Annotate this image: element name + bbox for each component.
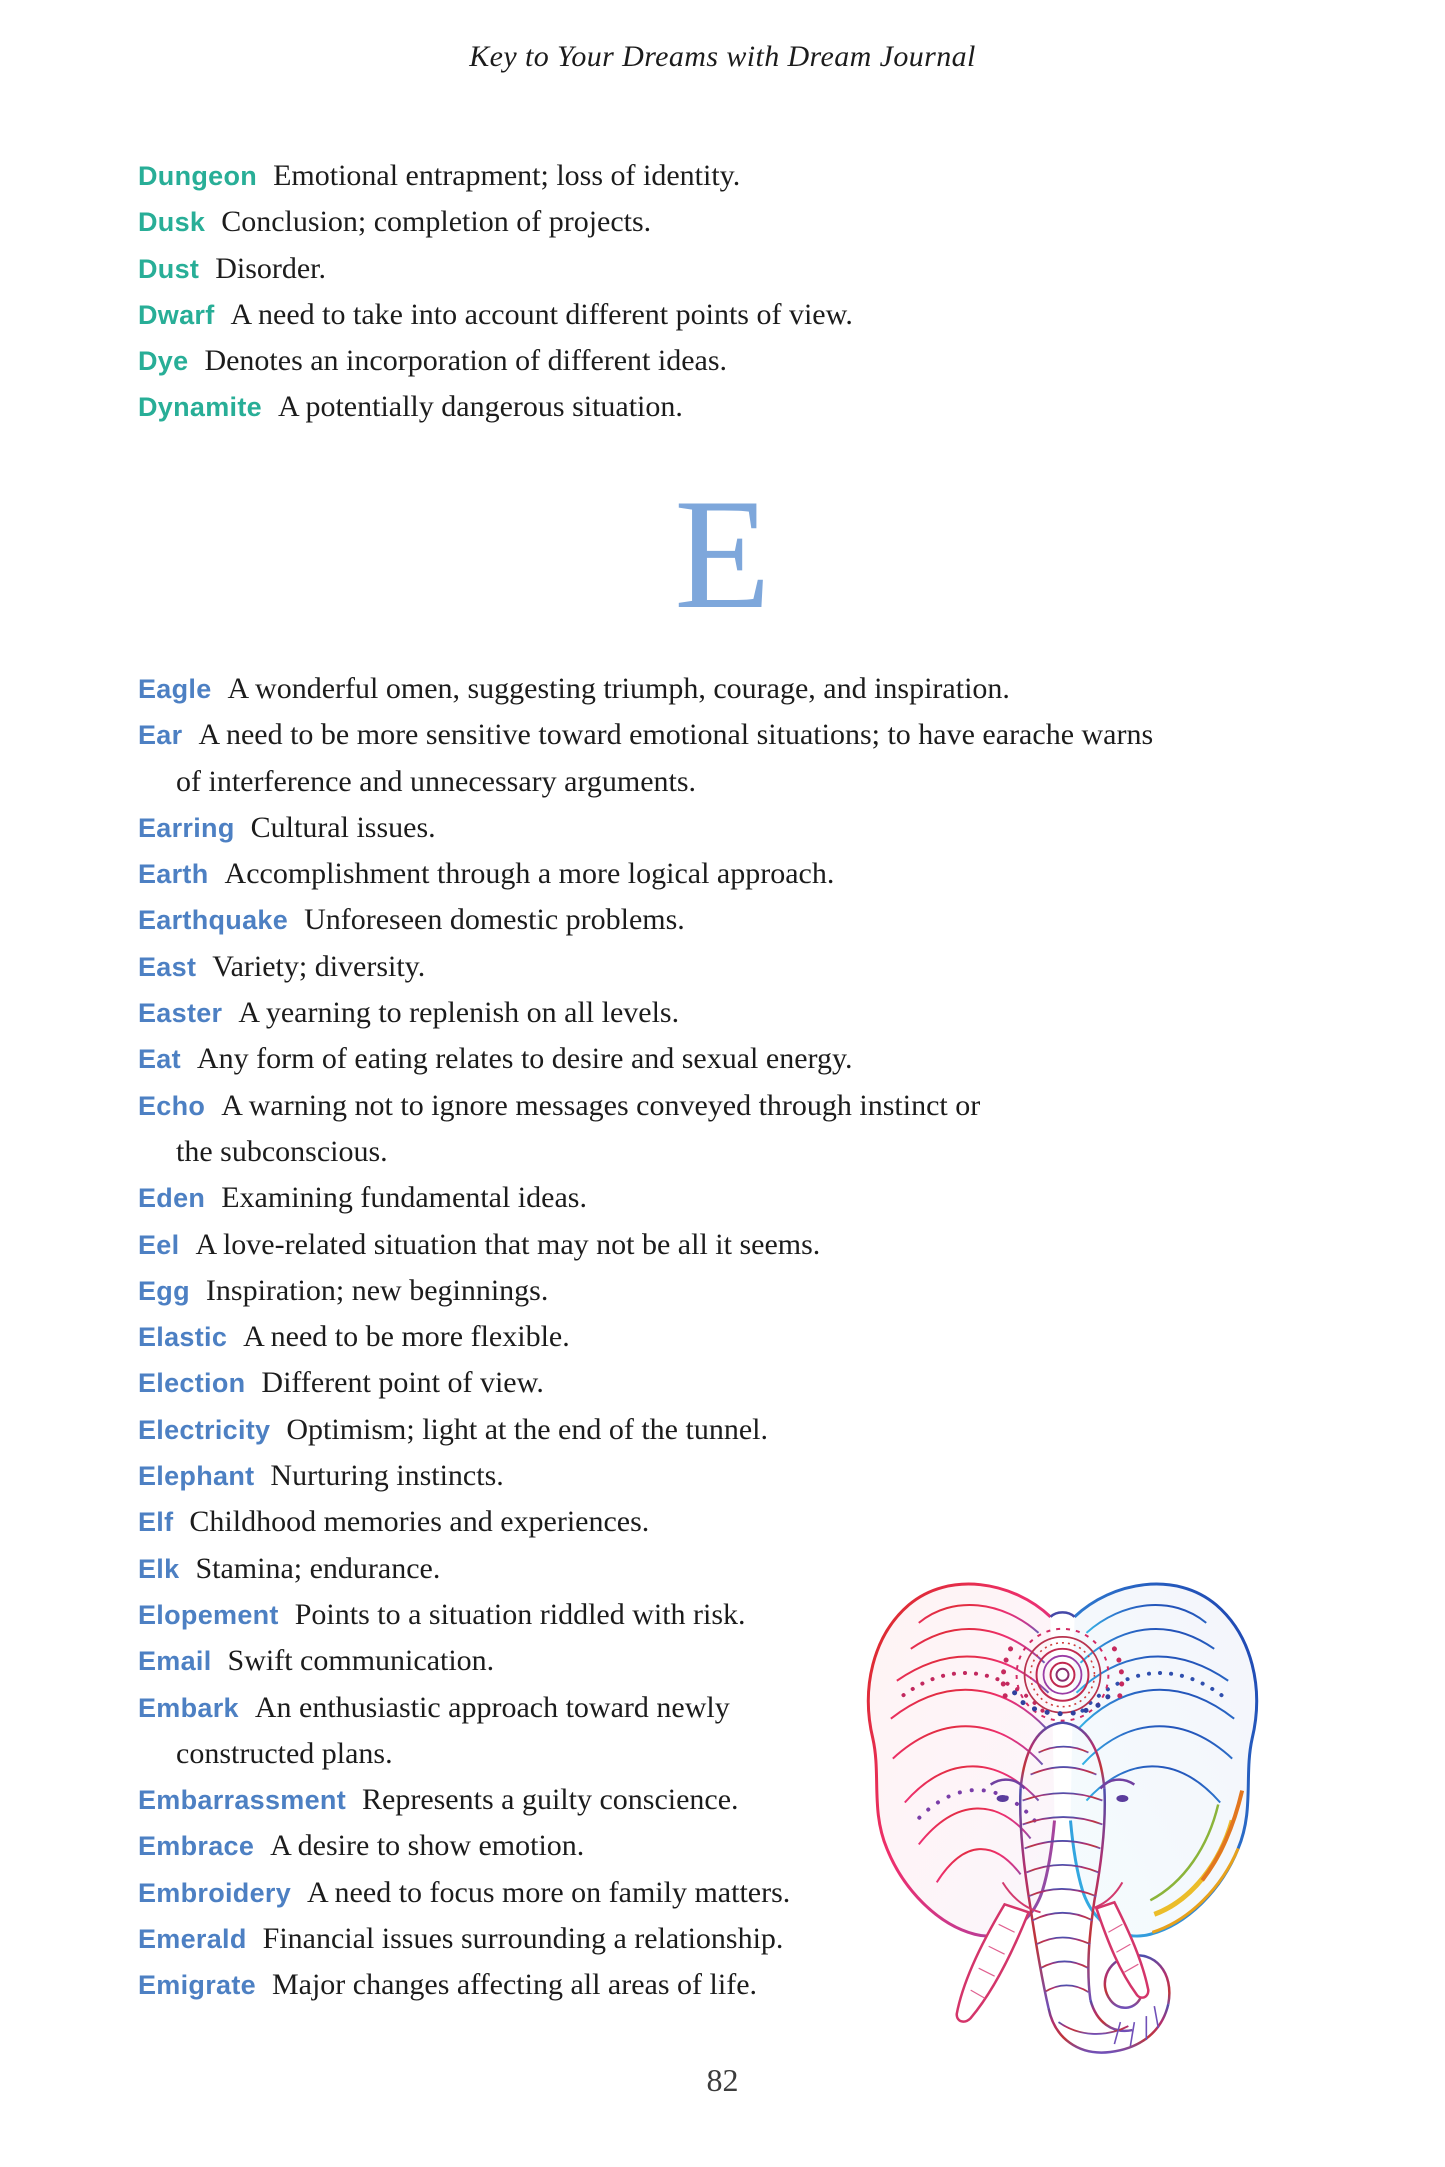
entry-continuation: of interference and unnecessary arguments. <box>176 764 697 798</box>
entry-continuation: the subconscious. <box>176 1134 388 1168</box>
entry-term: Elephant <box>138 1461 255 1492</box>
entry-term: Elastic <box>138 1322 228 1353</box>
dictionary-entry <box>138 990 1153 1036</box>
entry-definition: Conclusion; completion of projects. <box>221 205 652 239</box>
entry-definition: Stamina; endurance. <box>195 1551 441 1585</box>
dictionary-entry <box>138 1453 1153 1499</box>
entry-term: Emerald <box>138 1924 247 1955</box>
dictionary-entry <box>138 851 1153 897</box>
entry-definition: Optimism; light at the end of the tunnel. <box>286 1412 768 1446</box>
entry-definition: A need to take into account different points of view. <box>230 297 853 331</box>
dictionary-entry <box>138 712 1153 758</box>
entry-definition: Financial issues surrounding a relationship. <box>262 1922 784 1956</box>
entry-term: Election <box>138 1368 246 1399</box>
entry-term: Electricity <box>138 1414 271 1445</box>
entry-definition: Unforeseen domestic problems. <box>304 903 685 937</box>
entry-term: Dwarf <box>138 299 215 330</box>
entry-term: Embrace <box>138 1831 255 1862</box>
entry-definition: Points to a situation riddled with risk. <box>294 1597 746 1631</box>
entry-continuation: constructed plans. <box>176 1736 393 1770</box>
entry-term: Eat <box>138 1044 181 1075</box>
entry-definition: Denotes an incorporation of different ideas. <box>204 344 728 378</box>
entry-definition: A need to focus more on family matters. <box>307 1875 791 1909</box>
entry-term: Eagle <box>138 674 212 704</box>
dictionary-entry <box>138 1036 1153 1082</box>
entry-definition: A warning not to ignore messages conveyed through instinct or <box>221 1088 981 1122</box>
dictionary-entry <box>138 384 853 430</box>
entry-definition: Cultural issues. <box>250 810 436 844</box>
entry-definition: A need to be more sensitive toward emotional situations; to have earache warns <box>198 718 1154 752</box>
entry-definition: A love-related situation that may not be all it seems. <box>195 1227 821 1261</box>
dictionary-entry <box>138 246 853 292</box>
entry-definition: Emotional entrapment; loss of identity. <box>273 159 741 192</box>
d-section-entries <box>138 153 853 431</box>
page-number: 82 <box>706 2062 739 2098</box>
section-letter: E <box>674 467 771 642</box>
dictionary-entry <box>138 153 853 199</box>
entry-term: Ear <box>138 720 183 751</box>
entry-definition: Disorder. <box>215 251 327 285</box>
entry-definition: Different point of view. <box>261 1366 544 1400</box>
dictionary-entry <box>138 944 1153 990</box>
running-head: Key to Your Dreams with Dream Journal <box>469 40 976 73</box>
entry-definition: A wonderful omen, suggesting triumph, courage, and inspiration. <box>227 672 1010 705</box>
entry-term: Embark <box>138 1692 239 1723</box>
entry-term: Dynamite <box>138 392 262 423</box>
entry-definition: Inspiration; new beginnings. <box>205 1273 549 1307</box>
dictionary-entry <box>138 1175 1153 1221</box>
dictionary-entry <box>138 1222 1153 1268</box>
entry-term: Embarrassment <box>138 1785 346 1816</box>
entry-term: Dye <box>138 346 189 377</box>
entry-term: Elk <box>138 1553 180 1584</box>
entry-definition: Accomplishment through a more logical approach. <box>224 857 835 891</box>
entry-definition: A yearning to replenish on all levels. <box>238 996 680 1030</box>
dictionary-entry <box>138 897 1153 943</box>
entry-term: Dusk <box>138 207 206 238</box>
dictionary-entry <box>138 1268 1153 1314</box>
entry-term: Eden <box>138 1183 206 1214</box>
dictionary-entry <box>138 1360 1153 1406</box>
entry-term: Egg <box>138 1275 190 1306</box>
entry-definition: Childhood memories and experiences. <box>189 1505 650 1539</box>
entry-term: Embroidery <box>138 1877 292 1908</box>
entry-definition: Nurturing instincts. <box>270 1459 504 1493</box>
entry-term: Echo <box>138 1090 206 1121</box>
entry-term: Easter <box>138 998 223 1029</box>
entry-definition: Major changes affecting all areas of life. <box>271 1968 758 2002</box>
entry-term: Earthquake <box>138 905 289 936</box>
entry-definition: An enthusiastic approach toward newly <box>254 1690 730 1724</box>
entry-term: Eel <box>138 1229 180 1260</box>
entry-term: Emigrate <box>138 1970 256 2001</box>
entry-term: East <box>138 951 197 982</box>
dictionary-entry <box>138 199 853 245</box>
dictionary-entry <box>138 805 1153 851</box>
dictionary-entry <box>138 1314 1153 1360</box>
entry-definition: A potentially dangerous situation. <box>277 390 683 424</box>
dictionary-entry <box>138 1407 1153 1453</box>
entry-definition: A need to be more flexible. <box>243 1320 570 1354</box>
dictionary-entry <box>138 1083 1153 1129</box>
entry-term: Earth <box>138 859 209 890</box>
dictionary-entry <box>138 338 853 384</box>
entry-definition: Any form of eating relates to desire and sexual energy. <box>196 1042 853 1076</box>
dictionary-entry <box>138 1499 1153 1545</box>
entry-term: Dust <box>138 253 200 284</box>
entry-definition: Variety; diversity. <box>212 949 426 983</box>
entry-term: Earring <box>138 812 235 843</box>
entry-definition: Represents a guilty conscience. <box>362 1783 739 1817</box>
entry-definition: Examining fundamental ideas. <box>221 1181 587 1215</box>
entry-term: Elf <box>138 1507 174 1538</box>
dictionary-entry <box>138 292 853 338</box>
entry-term: Elopement <box>138 1599 279 1630</box>
entry-definition: Swift communication. <box>227 1644 495 1678</box>
elephant-illustration <box>850 1553 1275 2067</box>
entry-term: Dungeon <box>138 161 258 191</box>
entry-definition: A desire to show emotion. <box>270 1829 585 1863</box>
entry-term: Email <box>138 1646 212 1677</box>
dictionary-entry <box>138 666 1153 712</box>
